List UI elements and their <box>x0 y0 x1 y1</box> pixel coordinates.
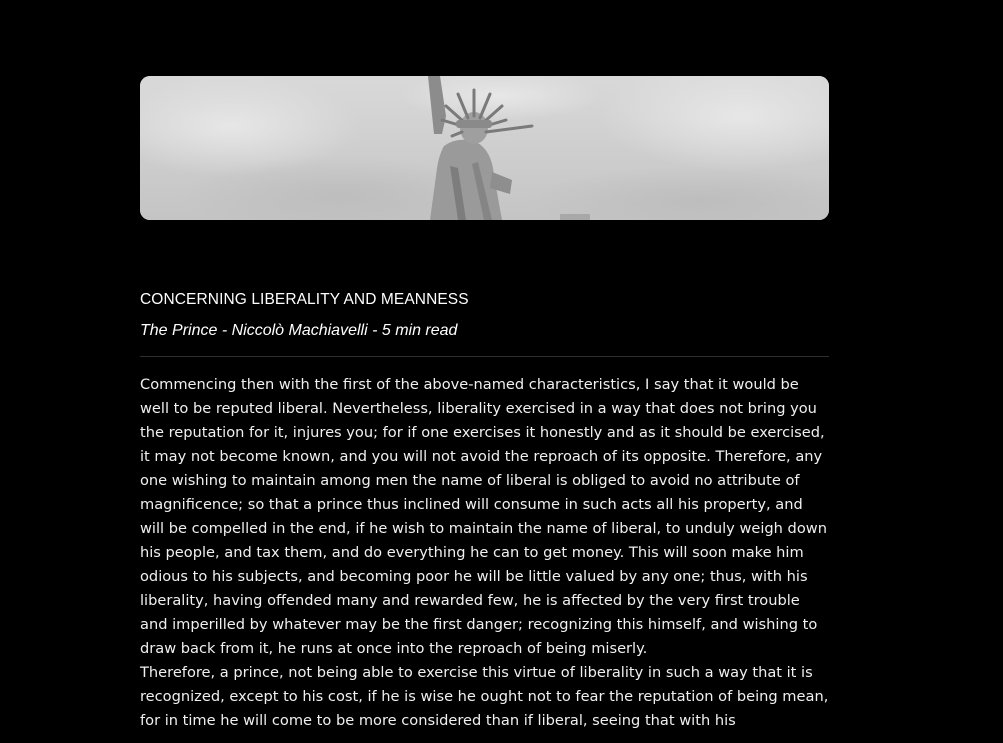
divider <box>140 356 829 357</box>
article-paragraph: Therefore, a prince, not being able to exercise this virtue of liberality in such a way that it is recognized, except to his cost, if he is wise he ought not to fear the reputation of being mean, for in time he will come to be more considered than if liberal, seeing that with his <box>140 664 829 729</box>
statue-of-liberty-photo <box>140 76 829 220</box>
article-paragraph: Commencing then with the first of the above-named characteristics, I say that it would be well to be reputed liberal. Nevertheless, liberality exercised in a way that does not bring you the reputation for it, injures you; for if one exercises it honestly and as it should be exercised, it may not become known, and you will not avoid the reproach of its opposite. Therefore, any one wishing to maintain among men the name of liberal is obliged to avoid no attribute of magnificence; so that a prince thus inclined will consume in such acts all his property, and will be compelled in the end, if he wish to maintain the name of liberal, to unduly weigh down his people, and tax them, and do everything he can to get money. This will soon make him odious to his subjects, and becoming poor he will be little valued by any one; thus, with his liberality, having offended many and rewarded few, he is affected by the very first trouble and imperilled by whatever may be the first danger; recognizing this himself, and wishing to draw back from it, he runs at once into the reproach of being miserly. <box>140 376 827 657</box>
article-title: CONCERNING LIBERALITY AND MEANNESS <box>140 291 469 308</box>
article-meta: The Prince - Niccolò Machiavelli - 5 min read <box>140 322 458 339</box>
article-body <box>140 373 829 733</box>
article <box>140 76 829 733</box>
hero-image <box>140 76 829 220</box>
